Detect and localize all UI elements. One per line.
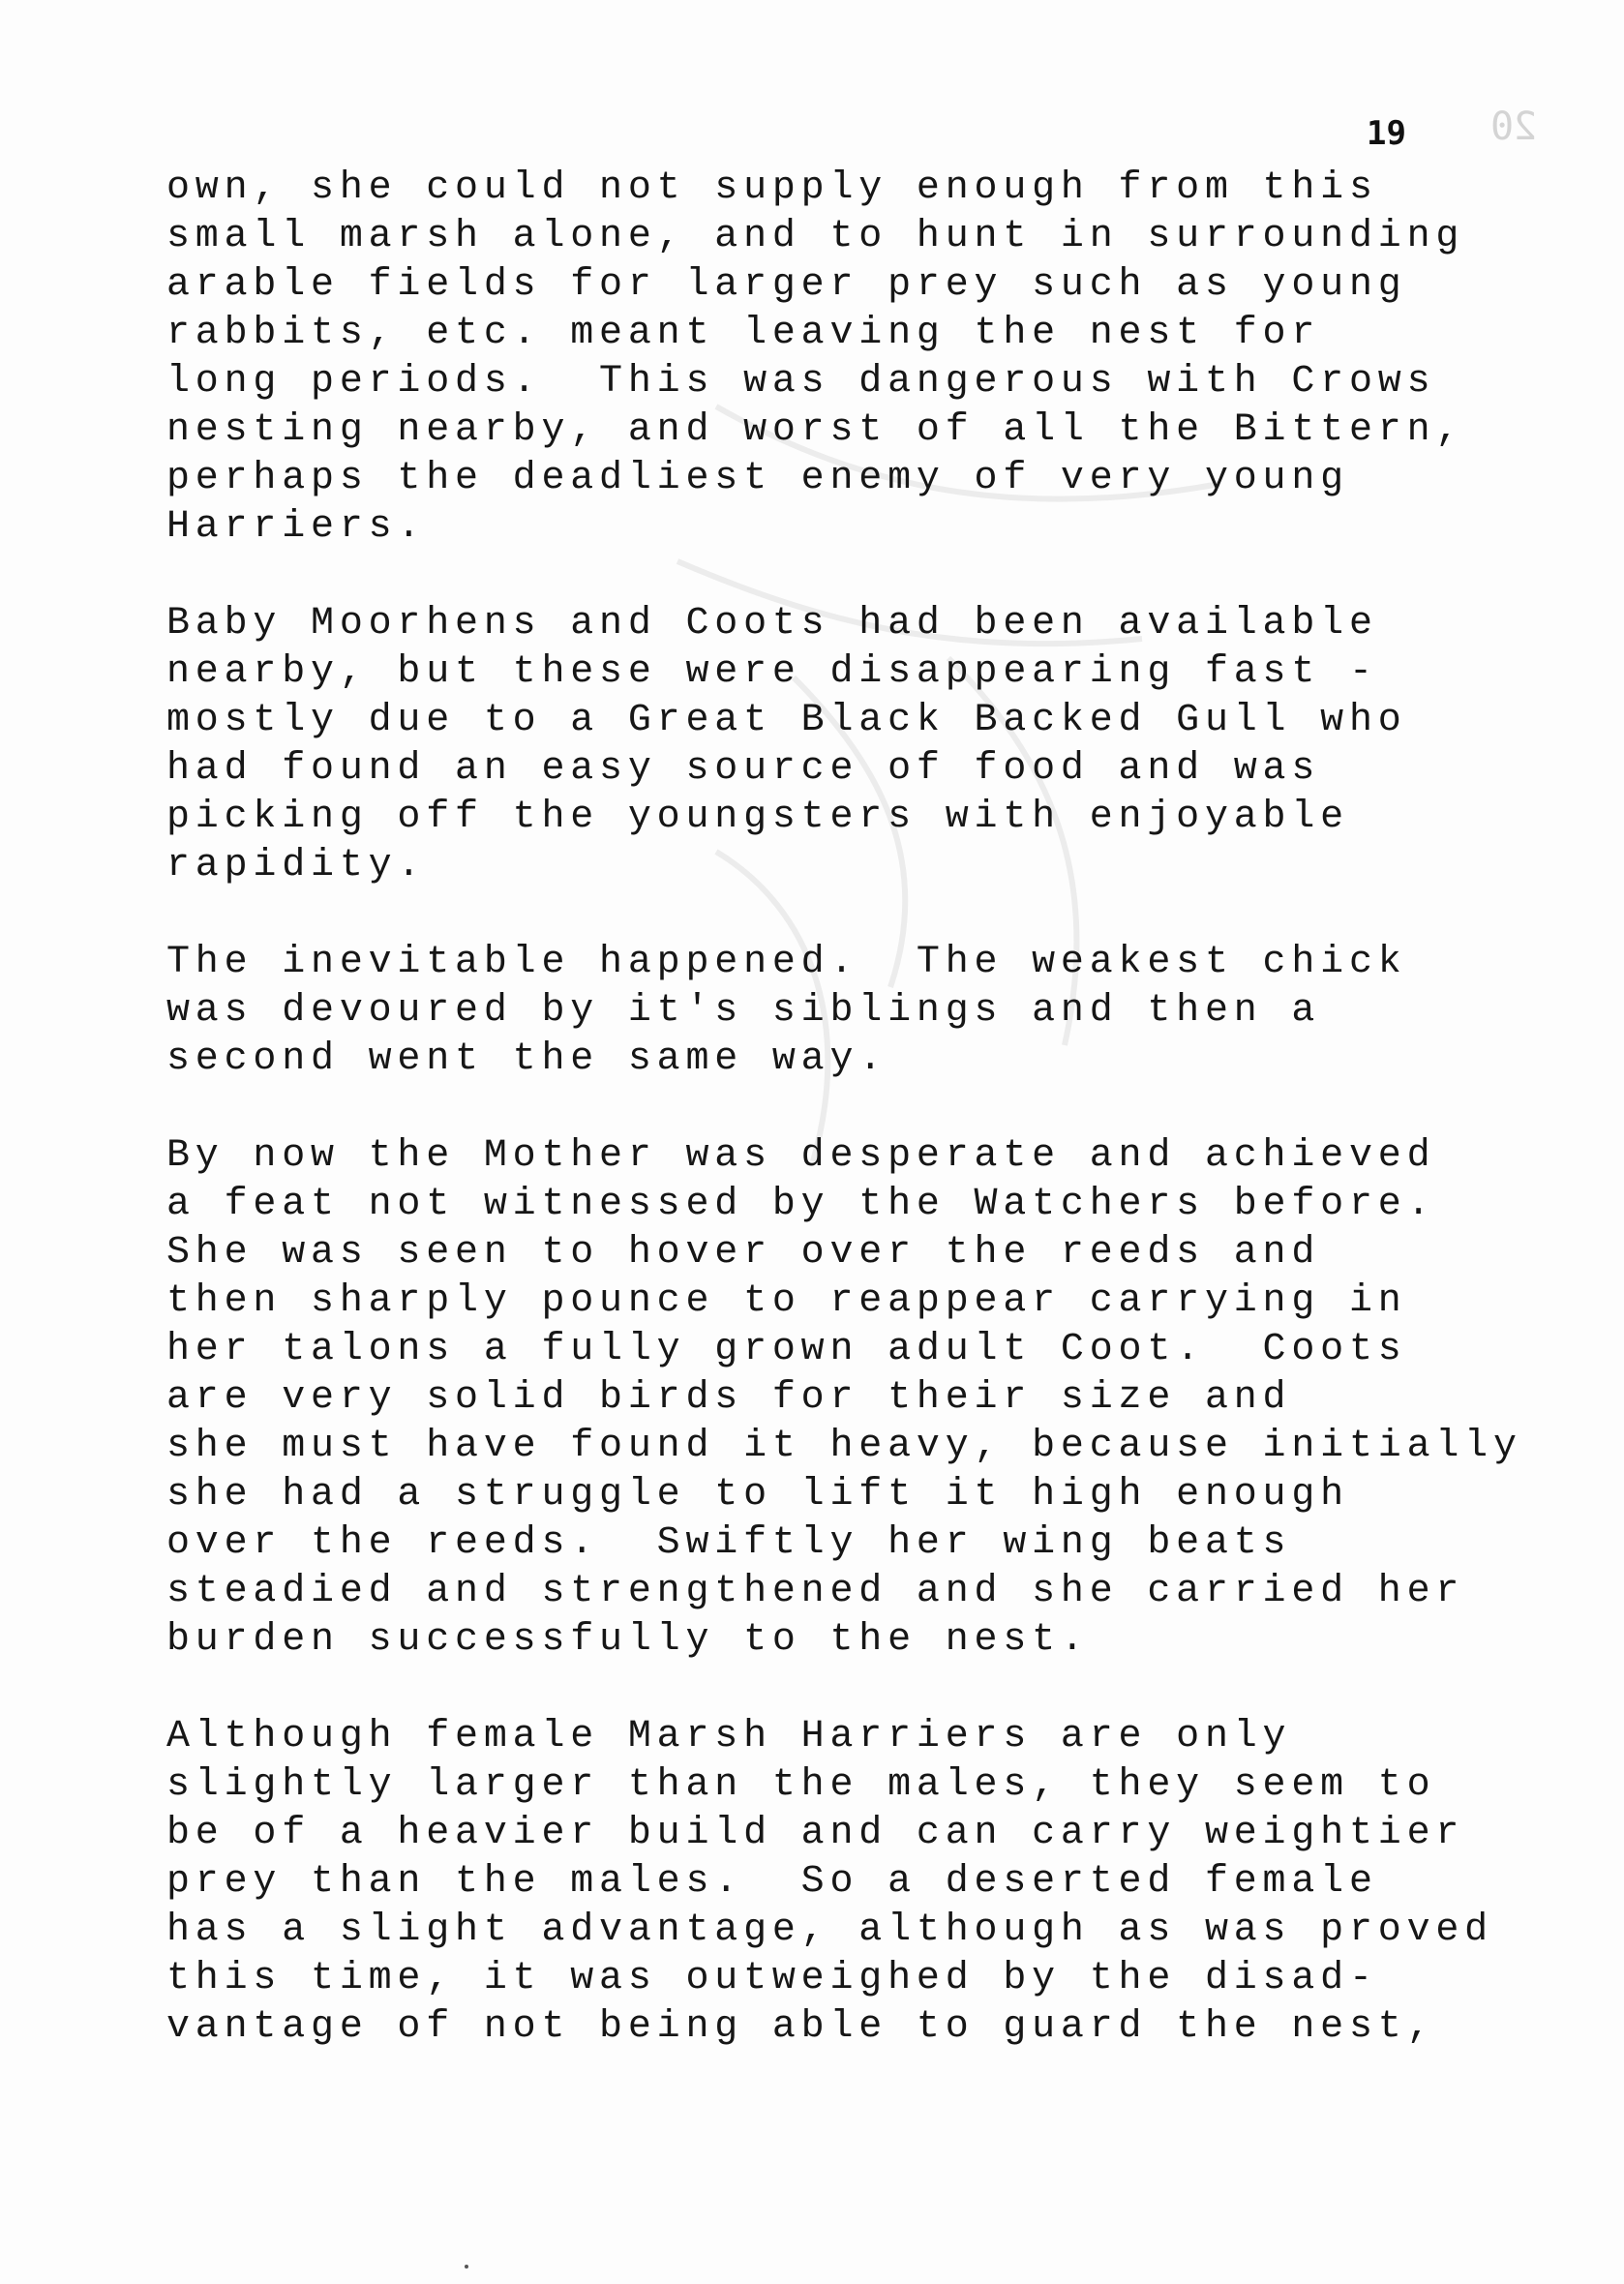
text-line: rapidity. — [166, 844, 427, 887]
text-line: vantage of not being able to guard the nest, — [166, 2005, 1436, 2049]
text-line: this time, it was outweighed by the disad- — [166, 1957, 1378, 2000]
paragraph — [166, 165, 1560, 552]
text-line: over the reeds. Swiftly her wing beats — [166, 1521, 1292, 1565]
text-line: Harriers. — [166, 505, 427, 549]
text-line: has a slight advantage, although as was proved — [166, 1908, 1493, 1952]
text-line: perhaps the deadliest enemy of very young — [166, 457, 1349, 500]
text-line: Baby Moorhens and Coots had been available — [166, 602, 1378, 646]
paragraph — [166, 600, 1560, 890]
text-line: a feat not witnessed by the Watchers before. — [166, 1183, 1436, 1226]
text-line: By now the Mother was desperate and achieved — [166, 1134, 1436, 1178]
text-line: had found an easy source of food and was — [166, 747, 1321, 791]
text-line: was devoured by it's siblings and then a — [166, 989, 1321, 1033]
text-line: rabbits, etc. meant leaving the nest for — [166, 312, 1321, 355]
page-number: 19 — [1367, 114, 1406, 153]
text-line: she must have found it heavy, because initially — [166, 1425, 1522, 1468]
text-line: Although female Marsh Harriers are only — [166, 1715, 1292, 1758]
text-line: nearby, but these were disappearing fast - — [166, 650, 1378, 694]
text-line: long periods. This was dangerous with Crows — [166, 360, 1436, 404]
text-line: own, she could not supply enough from this — [166, 166, 1378, 210]
text-line: burden successfully to the nest. — [166, 1618, 1090, 1662]
text-line: be of a heavier build and can carry weightier — [166, 1812, 1465, 1855]
text-line: mostly due to a Great Black Backed Gull who — [166, 699, 1407, 742]
paragraph — [166, 939, 1560, 1084]
text-line: are very solid birds for their size and — [166, 1376, 1292, 1420]
text-line: The inevitable happened. The weakest chick — [166, 941, 1407, 984]
text-line: nesting nearby, and worst of all the Bittern, — [166, 408, 1465, 452]
text-line: arable fields for larger prey such as young — [166, 263, 1407, 307]
text-line: she had a struggle to lift it high enough — [166, 1473, 1349, 1517]
paper-speck — [465, 2265, 468, 2269]
text-line: prey than the males. So a deserted female — [166, 1860, 1378, 1904]
paragraph — [166, 1713, 1560, 2052]
text-line: then sharply pounce to reappear carrying in — [166, 1279, 1407, 1323]
text-line: picking off the youngsters with enjoyable — [166, 796, 1349, 839]
body-text — [166, 165, 1560, 2100]
text-line: slightly larger than the males, they seem to — [166, 1763, 1436, 1807]
paragraph — [166, 1132, 1560, 1665]
text-line: She was seen to hover over the reeds and — [166, 1231, 1321, 1275]
text-line: small marsh alone, and to hunt in surrounding — [166, 215, 1465, 258]
text-line: second went the same way. — [166, 1037, 888, 1081]
text-line: steadied and strengthened and she carried her — [166, 1570, 1465, 1613]
text-line: her talons a fully grown adult Coot. Coots — [166, 1328, 1407, 1371]
bleed-through-page-number: 20 — [1489, 105, 1537, 149]
